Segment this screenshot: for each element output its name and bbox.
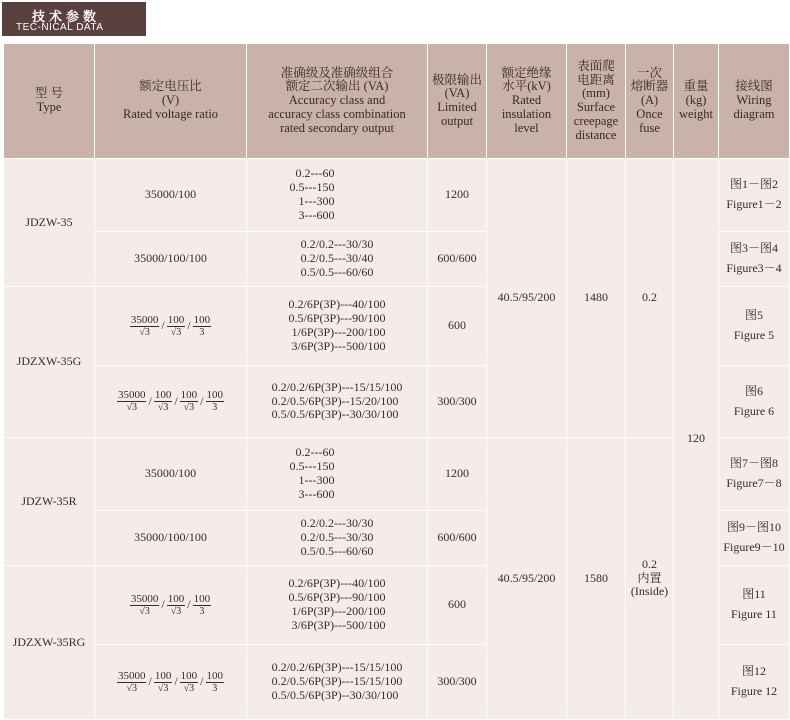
frac-den: √3 bbox=[157, 402, 169, 413]
accuracy-line: 0.5---150 bbox=[289, 180, 335, 195]
banner-title-en: TEC-NICAL DATA bbox=[16, 22, 104, 33]
ratio-value: 35000/100 bbox=[144, 466, 197, 481]
wiring-cell bbox=[719, 366, 790, 438]
frac-den: √3 bbox=[139, 605, 150, 617]
fuse-value: 内置 bbox=[637, 570, 662, 585]
wiring-en: Figure1－2 bbox=[726, 197, 782, 211]
limit-cell bbox=[428, 566, 487, 645]
header-text: Wiring bbox=[736, 93, 772, 108]
accuracy-line: 0.2---60 bbox=[295, 445, 335, 460]
ratio-fraction-group: $\frac{35000}{√3}$ / $\frac{100}{√3}$ / $\frac{100}{√3}$ / $\frac{100}{3}$ bbox=[117, 389, 224, 413]
insulation-cell bbox=[487, 438, 567, 720]
header-text: 电距离 bbox=[577, 72, 615, 87]
accuracy-line: 1---300 bbox=[298, 194, 335, 208]
frac-num: 100 bbox=[180, 669, 198, 682]
wiring-en: Figure 6 bbox=[733, 403, 775, 418]
limit-value: 600/600 bbox=[437, 530, 477, 545]
creepage-value: 1480 bbox=[584, 290, 608, 305]
accuracy-line: 0.2/6P(3P)---40/100 bbox=[288, 576, 386, 591]
fuse-cell bbox=[626, 438, 674, 720]
accuracy-line: 1/6P(3P)---200/100 bbox=[291, 325, 386, 339]
frac-den: √3 bbox=[170, 326, 182, 338]
ratio-cell bbox=[95, 566, 247, 645]
ratio-cell bbox=[95, 438, 247, 511]
header-wiring bbox=[719, 44, 790, 159]
ratio-value: 35000/100/100 bbox=[134, 251, 207, 266]
header-text: output bbox=[441, 113, 473, 128]
header-text: weight bbox=[678, 106, 714, 121]
header-text: diagram bbox=[733, 106, 775, 121]
wiring-cell bbox=[719, 159, 790, 232]
wiring-en: Figure 5 bbox=[733, 328, 775, 342]
fuse-value: 0.2 bbox=[642, 290, 657, 305]
accuracy-line: 0.2/6P(3P)---40/100 bbox=[288, 297, 386, 312]
model-name: JDZW-35R bbox=[21, 493, 77, 508]
header-ratio bbox=[95, 44, 247, 159]
banner-title-cn: 技术参数 bbox=[32, 10, 101, 25]
wiring-en: Figure9－10 bbox=[723, 540, 785, 554]
insulation-cell bbox=[487, 159, 567, 438]
accuracy-line: 0.5/0.5---60/60 bbox=[300, 543, 374, 558]
header-text: 接线图 bbox=[735, 79, 773, 94]
header-accuracy bbox=[247, 44, 428, 159]
accuracy-cell bbox=[247, 645, 428, 720]
limit-value: 1200 bbox=[445, 187, 469, 202]
weight-cell bbox=[674, 159, 719, 720]
accuracy-line: 0.2/0.2/6P(3P)---15/15/100 bbox=[271, 660, 403, 675]
ratio-cell bbox=[95, 366, 247, 438]
header-text: rated secondary output bbox=[280, 120, 394, 135]
wiring-cell bbox=[719, 287, 790, 366]
model-name: JDZXW-35RG bbox=[12, 634, 86, 649]
ratio-cell bbox=[95, 645, 247, 720]
header-text: (VA) bbox=[444, 86, 470, 101]
header-text: creepage bbox=[573, 113, 619, 128]
header-text: 水平(kV) bbox=[502, 79, 551, 94]
accuracy-cell bbox=[247, 438, 428, 511]
accuracy-line: 0.5/6P(3P)---90/100 bbox=[288, 311, 386, 326]
limit-cell bbox=[428, 159, 487, 232]
frac-den: √3 bbox=[157, 682, 169, 694]
accuracy-line: 0.2/0.2---30/30 bbox=[300, 237, 374, 252]
limit-cell bbox=[428, 438, 487, 511]
header-text: 额定二次输出 (VA) bbox=[285, 79, 389, 94]
header-type bbox=[4, 44, 95, 159]
accuracy-line: 3---600 bbox=[298, 207, 335, 222]
ratio-value: 35000/100/100 bbox=[134, 530, 207, 545]
wiring-cn: 图7－图8 bbox=[729, 456, 778, 471]
header-text: 一次 bbox=[636, 65, 662, 80]
wiring-cell bbox=[719, 438, 790, 511]
fuse-value: 0.2 bbox=[641, 556, 657, 571]
creepage-cell bbox=[567, 438, 626, 720]
accuracy-line: 0.2/0.5---30/40 bbox=[300, 251, 374, 266]
accuracy-cell bbox=[247, 366, 428, 438]
frac-num: 100 bbox=[193, 592, 211, 605]
header-text: Accuracy class and bbox=[288, 93, 386, 108]
accuracy-line: 1/6P(3P)---200/100 bbox=[291, 604, 386, 618]
frac-den: 3 bbox=[199, 326, 205, 338]
limit-cell bbox=[428, 645, 487, 720]
header-text: (mm) bbox=[582, 86, 610, 101]
wiring-cn: 图6 bbox=[744, 383, 763, 398]
frac-den: 3 bbox=[199, 605, 205, 617]
wiring-cn: 图9－图10 bbox=[726, 520, 781, 535]
wiring-cell bbox=[719, 511, 790, 566]
frac-den: √3 bbox=[170, 605, 182, 617]
frac-den: √3 bbox=[126, 682, 137, 694]
accuracy-line: 0.2/0.5/6P(3P)--15/20/100 bbox=[271, 393, 399, 408]
wiring-cell bbox=[719, 232, 790, 287]
limit-cell bbox=[428, 287, 487, 366]
frac-num: 100 bbox=[193, 313, 211, 326]
frac-num: 100 bbox=[154, 669, 172, 682]
accuracy-line: 0.2/0.2/6P(3P)---15/15/100 bbox=[271, 379, 403, 394]
header-text: Rated bbox=[511, 93, 542, 108]
ratio-cell bbox=[95, 232, 247, 287]
frac-den: √3 bbox=[183, 682, 195, 694]
limit-value: 600 bbox=[448, 597, 466, 612]
header-text: 表面爬 bbox=[577, 58, 615, 73]
header-text: 熔断器 bbox=[630, 79, 669, 94]
insulation-value: 40.5/95/200 bbox=[497, 290, 556, 305]
frac-num: 35000 bbox=[130, 313, 159, 326]
wiring-en: Figure7－8 bbox=[726, 476, 782, 490]
wiring-cell bbox=[719, 645, 790, 720]
frac-num: 100 bbox=[167, 313, 185, 326]
header-text: (kg) bbox=[685, 93, 707, 108]
wiring-cell bbox=[719, 566, 790, 645]
frac-den: 3 bbox=[212, 402, 218, 413]
model-cell bbox=[4, 287, 95, 438]
wiring-cn: 图12 bbox=[741, 664, 766, 679]
frac-num: 100 bbox=[154, 389, 172, 401]
frac-num: 35000 bbox=[117, 669, 146, 682]
creepage-value: 1580 bbox=[584, 570, 608, 585]
accuracy-line: 0.2/0.5---30/30 bbox=[300, 530, 374, 545]
insulation-value: 40.5/95/200 bbox=[497, 570, 556, 585]
limit-value: 300/300 bbox=[437, 674, 477, 689]
model-cell bbox=[4, 159, 95, 287]
accuracy-line: 3/6P(3P)---500/100 bbox=[291, 338, 386, 353]
ratio-cell bbox=[95, 511, 247, 566]
accuracy-cell bbox=[247, 287, 428, 366]
ratio-fraction-group: $\frac{35000}{√3}$ / $\frac{100}{√3}$ / $\frac{100}{3}$ bbox=[130, 592, 211, 617]
header-insulation bbox=[487, 44, 567, 159]
header-text: 准确级及准确级组合 bbox=[280, 65, 394, 80]
frac-num: 35000 bbox=[117, 389, 146, 401]
header-text: 额定绝缘 bbox=[501, 65, 552, 80]
wiring-en: Figure 11 bbox=[731, 607, 777, 621]
fuse-cell bbox=[626, 159, 674, 438]
accuracy-line: 0.5/0.5/6P(3P)--30/30/100 bbox=[271, 687, 399, 702]
header-text: 极限输出 bbox=[431, 72, 482, 87]
header-fuse bbox=[626, 44, 674, 159]
accuracy-line: 0.2/0.5/6P(3P)---15/15/100 bbox=[271, 674, 403, 689]
header-text: Limited bbox=[437, 100, 477, 114]
weight-value: 120 bbox=[687, 431, 705, 446]
wiring-en: Figure 12 bbox=[730, 684, 778, 698]
model-name: JDZXW-35G bbox=[16, 354, 82, 369]
header-text: 型 号 bbox=[34, 86, 64, 101]
accuracy-cell bbox=[247, 511, 428, 566]
accuracy-cell bbox=[247, 566, 428, 645]
frac-num: 100 bbox=[180, 389, 198, 401]
wiring-en: Figure3－4 bbox=[726, 261, 782, 275]
accuracy-cell bbox=[247, 159, 428, 232]
header-text: 重量 bbox=[683, 79, 709, 94]
fuse-value: (Inside) bbox=[630, 584, 669, 599]
ratio-value: 35000/100 bbox=[144, 187, 197, 202]
header-text: Rated voltage ratio bbox=[122, 106, 219, 121]
model-name: JDZW-35 bbox=[25, 214, 73, 229]
header-text: (A) bbox=[640, 93, 659, 108]
frac-num: 35000 bbox=[130, 592, 159, 605]
header-text: fuse bbox=[639, 120, 660, 135]
header-text: insulation bbox=[501, 106, 552, 121]
limit-cell bbox=[428, 511, 487, 566]
header-creepage bbox=[567, 44, 626, 159]
wiring-cn: 图5 bbox=[744, 308, 763, 323]
creepage-cell bbox=[567, 159, 626, 438]
frac-den: √3 bbox=[183, 402, 195, 413]
accuracy-line: 0.2/0.2---30/30 bbox=[300, 516, 374, 531]
accuracy-line: 1---300 bbox=[298, 473, 335, 487]
limit-value: 600 bbox=[448, 318, 466, 333]
limit-cell bbox=[428, 366, 487, 438]
technical-data-table bbox=[4, 44, 790, 720]
header-text: (V) bbox=[161, 93, 180, 108]
frac-den: 3 bbox=[212, 682, 218, 694]
section-banner bbox=[2, 2, 146, 36]
header-text: distance bbox=[575, 127, 617, 142]
accuracy-line: 3/6P(3P)---500/100 bbox=[291, 617, 386, 632]
header-text: Surface bbox=[576, 100, 616, 114]
limit-value: 300/300 bbox=[437, 393, 477, 408]
accuracy-line: 0.5/6P(3P)---90/100 bbox=[288, 590, 386, 605]
header-text: accuracy class combination bbox=[268, 106, 406, 121]
header-weight bbox=[674, 44, 719, 159]
ratio-fraction-group: $\frac{35000}{√3}$ / $\frac{100}{√3}$ / $\frac{100}{√3}$ / $\frac{100}{3}$ bbox=[117, 669, 224, 694]
accuracy-line: 0.5/0.5---60/60 bbox=[300, 264, 374, 279]
header-text: level bbox=[514, 120, 539, 135]
wiring-cn: 图3－图4 bbox=[729, 241, 778, 256]
accuracy-line: 0.5/0.5/6P(3P)--30/30/100 bbox=[271, 407, 399, 422]
limit-value: 600/600 bbox=[437, 251, 477, 266]
frac-num: 100 bbox=[206, 669, 224, 682]
frac-den: √3 bbox=[139, 326, 150, 338]
accuracy-line: 3---600 bbox=[298, 486, 335, 501]
model-cell bbox=[4, 566, 95, 720]
accuracy-line: 0.5---150 bbox=[289, 459, 335, 474]
accuracy-cell bbox=[247, 232, 428, 287]
header-text: Once bbox=[636, 106, 663, 121]
ratio-cell bbox=[95, 159, 247, 232]
accuracy-line: 0.2---60 bbox=[295, 166, 335, 181]
model-cell bbox=[4, 438, 95, 566]
wiring-cn: 图1－图2 bbox=[729, 177, 778, 192]
header-text: 额定电压比 bbox=[139, 79, 202, 94]
header-text: Type bbox=[36, 100, 62, 114]
wiring-cn: 图11 bbox=[742, 587, 766, 602]
frac-num: 100 bbox=[206, 389, 224, 401]
limit-cell bbox=[428, 232, 487, 287]
ratio-cell bbox=[95, 287, 247, 366]
frac-den: √3 bbox=[126, 402, 137, 413]
limit-value: 1200 bbox=[445, 466, 469, 481]
header-limit bbox=[428, 44, 487, 159]
ratio-fraction-group: $\frac{35000}{√3}$ / $\frac{100}{√3}$ / $\frac{100}{3}$ bbox=[130, 313, 211, 338]
frac-num: 100 bbox=[167, 592, 185, 605]
